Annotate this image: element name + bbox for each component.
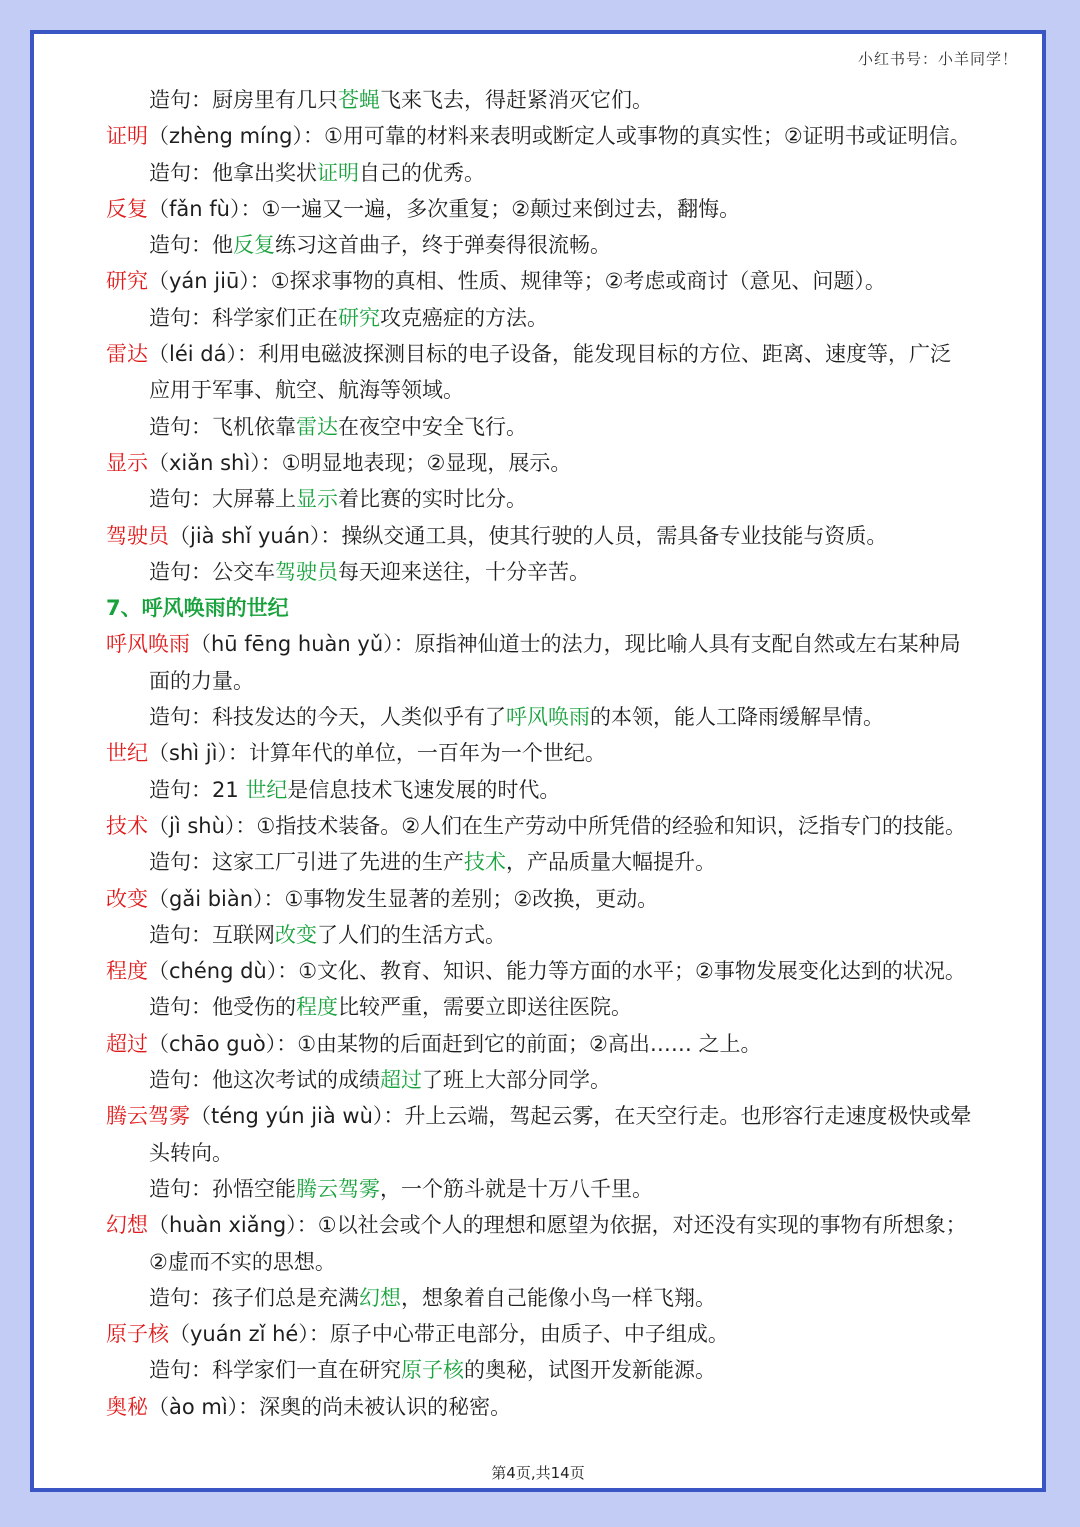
section-heading — [106, 590, 996, 626]
definition-text: 应用于军事、航空、航海等领域。 — [149, 378, 464, 403]
definition-text: （jià shǐ yuán）：操纵交通工具，使其行驶的人员，需具备专业技能与资质。 — [169, 523, 888, 548]
example-sentence — [106, 155, 996, 191]
example-sentence — [106, 1352, 996, 1388]
definition-text: （ào mì）：深奥的尚未被认识的秘密。 — [148, 1394, 512, 1419]
definition-line — [106, 1026, 996, 1062]
sentence-text: 造句：他拿出奖状 — [149, 160, 317, 185]
definition-line — [106, 336, 996, 372]
definition-text: （jì shù）：①指技术装备。②人们在生产劳动中所凭借的经验和知识，泛指专门的技能。 — [148, 813, 967, 838]
sentence-text: 练习这首曲子，终于弹奏得很流畅。 — [275, 233, 611, 258]
definition-continuation — [106, 1135, 996, 1171]
definition-text: （yán jiū）：①探求事物的真相、性质、规律等；②考虑或商讨（意见、问题）。 — [148, 269, 886, 294]
highlighted-term: 技术 — [464, 850, 506, 875]
definition-line — [106, 1389, 996, 1425]
example-sentence — [106, 1062, 996, 1098]
sentence-text: 了班上大部分同学。 — [422, 1068, 611, 1093]
definition-text: （shì jì）：计算年代的单位，一百年为一个世纪。 — [148, 741, 606, 766]
sentence-text: 自己的优秀。 — [359, 160, 485, 185]
vocab-term: 驾驶员 — [106, 523, 169, 548]
sentence-text: 造句：他这次考试的成绩 — [149, 1068, 380, 1093]
example-sentence — [106, 300, 996, 336]
example-sentence — [106, 1171, 996, 1207]
highlighted-term: 原子核 — [401, 1358, 464, 1383]
sentence-text: 的奥秘，试图开发新能源。 — [464, 1358, 716, 1383]
definition-text: （chāo guò）：①由某物的后面赶到它的前面；②高出…… 之上。 — [148, 1031, 762, 1056]
vocab-term: 改变 — [106, 886, 148, 911]
sentence-text: 飞来飞去，得赶紧消灭它们。 — [380, 88, 653, 112]
highlighted-term: 呼风唤雨 — [506, 705, 590, 730]
definition-text: （zhèng míng）：①用可靠的材料来表明或断定人或事物的真实性；②证明书或证明信。 — [148, 124, 971, 149]
definition-line — [106, 1316, 996, 1352]
highlighted-term: 研究 — [338, 305, 380, 330]
sentence-text: 造句：孩子们总是充满 — [149, 1285, 359, 1310]
sentence-text: ，想象着自己能像小鸟一样飞翔。 — [401, 1285, 716, 1310]
sentence-text: 造句：科学家们正在 — [149, 305, 338, 330]
sentence-text: 每天迎来送往，十分辛苦。 — [338, 559, 590, 584]
highlighted-term: 幻想 — [359, 1285, 401, 1310]
vocab-term: 幻想 — [106, 1213, 148, 1238]
sentence-text: 造句：这家工厂引进了先进的生产 — [149, 850, 464, 875]
sentence-text: 造句：飞机依靠 — [149, 414, 296, 439]
sentence-text: 造句：公交车 — [149, 559, 275, 584]
section-title: 7、呼风唤雨的世纪 — [106, 596, 289, 621]
definition-text: （fǎn fù）：①一遍又一遍，多次重复；②颠过来倒过去，翻悔。 — [148, 196, 741, 221]
sentence-text: 造句：厨房里有几只 — [149, 88, 338, 112]
example-sentence — [106, 227, 996, 263]
sentence-text: 造句：孙悟空能 — [149, 1176, 296, 1201]
definition-line — [106, 445, 996, 481]
highlighted-term: 改变 — [275, 922, 317, 947]
vocabulary-list — [106, 82, 996, 1425]
vocab-term: 雷达 — [106, 342, 148, 367]
document-page — [30, 30, 1046, 1492]
sentence-text: 造句：互联网 — [149, 922, 275, 947]
highlighted-term: 驾驶员 — [275, 559, 338, 584]
definition-text: 面的力量。 — [149, 668, 254, 693]
definition-line — [106, 1098, 996, 1134]
definition-text: （chéng dù）：①文化、教育、知识、能力等方面的水平；②事物发展变化达到的状况。 — [148, 959, 966, 984]
definition-text: （gǎi biàn）：①事物发生显著的差别；②改换，更动。 — [148, 886, 659, 911]
highlighted-term: 程度 — [296, 995, 338, 1020]
definition-line — [106, 263, 996, 299]
vocab-term: 技术 — [106, 813, 148, 838]
vocab-term: 证明 — [106, 124, 148, 149]
definition-line — [106, 881, 996, 917]
example-sentence — [106, 844, 996, 880]
sentence-text: 在夜空中安全飞行。 — [338, 414, 527, 439]
example-sentence — [106, 481, 996, 517]
definition-text: ②虚而不实的思想。 — [149, 1249, 336, 1274]
vocab-term: 世纪 — [106, 741, 148, 766]
definition-continuation — [106, 372, 996, 408]
example-sentence — [106, 699, 996, 735]
definition-line — [106, 953, 996, 989]
sentence-text: 着比赛的实时比分。 — [338, 487, 527, 512]
vocab-term: 呼风唤雨 — [106, 632, 190, 657]
example-sentence — [106, 772, 996, 808]
vocab-term: 研究 — [106, 269, 148, 294]
sentence-text: 的本领，能人工降雨缓解旱情。 — [590, 705, 884, 730]
sentence-text: 比较严重，需要立即送往医院。 — [338, 995, 632, 1020]
definition-line — [106, 191, 996, 227]
highlighted-term: 超过 — [380, 1068, 422, 1093]
highlighted-term: 反复 — [233, 233, 275, 258]
vocab-term: 超过 — [106, 1031, 148, 1056]
vocab-term: 奥秘 — [106, 1394, 148, 1419]
highlighted-term: 显示 — [296, 487, 338, 512]
sentence-text: 造句：科技发达的今天，人类似乎有了 — [149, 705, 506, 730]
sentence-text: ，一个筋斗就是十万八千里。 — [380, 1176, 653, 1201]
definition-text: （xiǎn shì）：①明显地表现；②显现，展示。 — [148, 450, 572, 475]
definition-text: （hū fēng huàn yǔ）：原指神仙道士的法力，现比喻人具有支配自然或左右某种局 — [190, 632, 961, 657]
definition-line — [106, 626, 996, 662]
example-sentence — [106, 989, 996, 1025]
definition-line — [106, 518, 996, 554]
example-sentence — [106, 409, 996, 445]
definition-text: 头转向。 — [149, 1140, 233, 1165]
definition-line — [106, 1207, 996, 1243]
sentence-text: 造句：科学家们一直在研究 — [149, 1358, 401, 1383]
sentence-text: 造句：他受伤的 — [149, 995, 296, 1020]
definition-text: （huàn xiǎng）：①以社会或个人的理想和愿望为依据，对还没有实现的事物有所想象； — [148, 1213, 967, 1238]
definition-line — [106, 808, 996, 844]
example-sentence — [106, 917, 996, 953]
example-sentence — [106, 1280, 996, 1316]
definition-text: （léi dá）：利用电磁波探测目标的电子设备，能发现目标的方位、距离、速度等，广泛 — [148, 342, 951, 367]
vocab-term: 程度 — [106, 959, 148, 984]
example-sentence — [106, 554, 996, 590]
vocab-term: 腾云驾雾 — [106, 1104, 190, 1129]
sentence-text: 攻克癌症的方法。 — [380, 305, 548, 330]
highlighted-term: 腾云驾雾 — [296, 1176, 380, 1201]
vocab-term: 反复 — [106, 196, 148, 221]
page-number: 第4页,共14页 — [491, 1464, 585, 1482]
vocab-term: 显示 — [106, 450, 148, 475]
vocab-term: 原子核 — [106, 1322, 169, 1347]
highlighted-term: 苍蝇 — [338, 88, 380, 112]
example-sentence — [106, 82, 996, 118]
definition-continuation — [106, 1244, 996, 1280]
definition-text: （téng yún jià wù）：升上云端，驾起云雾，在天空行走。也形容行走速度极快或晕 — [190, 1104, 972, 1129]
sentence-text: 造句：他 — [149, 233, 233, 258]
sentence-text: ，产品质量大幅提升。 — [506, 850, 716, 875]
highlighted-term: 世纪 — [245, 777, 288, 802]
definition-text: （yuán zǐ hé）：原子中心带正电部分，由质子、中子组成。 — [169, 1322, 729, 1347]
highlighted-term: 证明 — [317, 160, 359, 185]
sentence-text: 造句：21 — [149, 777, 246, 802]
sentence-text: 造句：大屏幕上 — [149, 487, 296, 512]
definition-line — [106, 118, 996, 154]
definition-continuation — [106, 663, 996, 699]
highlighted-term: 雷达 — [296, 414, 338, 439]
definition-line — [106, 735, 996, 771]
brand-watermark: 小红书号：小羊同学！ — [857, 50, 1018, 68]
sentence-text: 是信息技术飞速发展的时代。 — [287, 777, 561, 802]
sentence-text: 了人们的生活方式。 — [317, 922, 506, 947]
